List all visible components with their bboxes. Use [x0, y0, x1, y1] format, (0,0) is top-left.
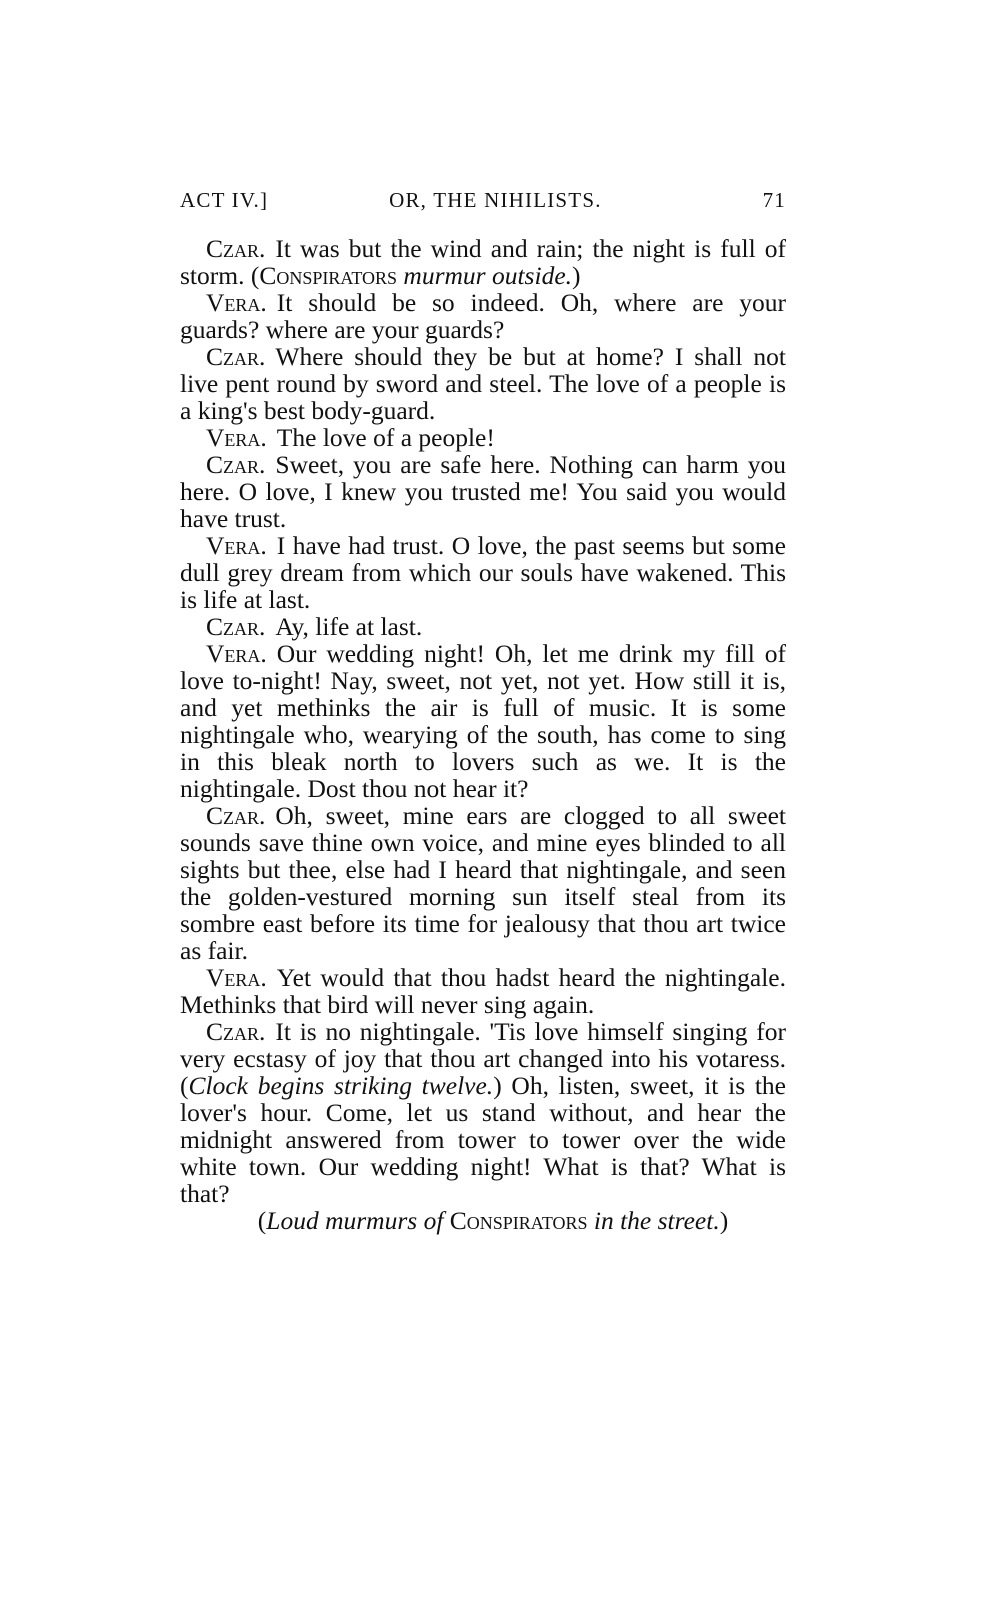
speaker-name: Czar. — [206, 1017, 266, 1046]
speech-vera-4 — [180, 640, 786, 802]
speaker-name: Czar. — [206, 450, 266, 479]
speech-text: ) Oh, listen, sweet, it is the lover's hour. Come, let us stand without, and hear the midnight answered from tower to tower over the wide white town. Our wedding night! What is that? What is that? — [180, 1071, 787, 1208]
speech-vera-2 — [180, 424, 786, 451]
speech-text: Where should they be but at home? I shall not live pent round by sword and steel. The love of a people is a king's best body-guard. — [180, 342, 786, 425]
stage-direction-name: Conspirators — [443, 1206, 594, 1235]
paren-close: ) — [719, 1206, 729, 1235]
speech-czar-5 — [180, 802, 786, 964]
header-act: ACT IV.] — [180, 188, 269, 212]
speech-vera-5 — [180, 964, 786, 1018]
speech-text: Our wedding night! Oh, let me drink my fill of love to-night! Nay, sweet, not yet, not yet. How still it is, and yet methinks the air is full of music. It is some nightingale who, wearying of the south, has come to sing in this bleak north to lovers such as we. It is the nightingale. Dost thou not hear it? — [180, 639, 786, 803]
page-number: 71 — [762, 188, 786, 212]
play-text — [180, 235, 786, 1234]
stage-direction: murmur outside. — [397, 261, 573, 290]
speaker-name: Vera. — [206, 639, 267, 668]
speech-czar-2 — [180, 343, 786, 424]
speaker-name: Vera. — [206, 288, 267, 317]
paren-open: ( — [257, 1206, 267, 1235]
speech-text: It is no nightingale. 'Tis love himself singing for very ecstasy of joy that thou art changed into his votaress. ( — [180, 1017, 786, 1100]
speech-text: ) — [572, 261, 581, 290]
speech-text: The love of a people! — [276, 423, 495, 452]
header-title: OR, THE NIHILISTS. — [389, 188, 602, 212]
speech-text: It should be so indeed. Oh, where are your guards? where are your guards? — [180, 288, 786, 344]
speech-text: It was but the wind and rain; the night is full of storm. ( — [180, 234, 786, 290]
speech-text: Yet would that thou hadst heard the nightingale. Methinks that bird will never sing again. — [180, 963, 786, 1019]
speech-czar-3 — [180, 451, 786, 532]
book-page — [180, 188, 786, 1234]
speaker-name: Vera. — [206, 423, 267, 452]
speech-czar-1 — [180, 235, 786, 289]
final-stage-direction — [180, 1207, 786, 1234]
speaker-name: Czar. — [206, 234, 266, 263]
speech-vera-3 — [180, 532, 786, 613]
speaker-name: Czar. — [206, 342, 266, 371]
speech-text: Oh, sweet, mine ears are clogged to all sweet sounds save thine own voice, and mine eyes blinded to all sights but thee, else had I heard that nightingale, and seen the golden-vestured morning sun itself steal from its sombre east before its time for jealousy that thou art twice as fair. — [180, 801, 786, 965]
speaker-name: Vera. — [206, 963, 267, 992]
stage-direction-name: Conspirators — [259, 261, 398, 290]
stage-direction: in the street. — [593, 1206, 720, 1235]
speech-czar-6 — [180, 1018, 786, 1207]
speaker-name: Czar. — [206, 612, 266, 641]
stage-direction: Clock begins striking twelve. — [188, 1071, 494, 1100]
speech-czar-4 — [180, 613, 786, 640]
speech-text: I have had trust. O love, the past seems but some dull grey dream from which our souls have wakened. This is life at last. — [180, 531, 786, 614]
speech-text: Ay, life at last. — [275, 612, 423, 641]
speaker-name: Vera. — [206, 531, 267, 560]
stage-direction: Loud murmurs of — [266, 1206, 444, 1235]
speaker-name: Czar. — [206, 801, 266, 830]
running-header — [180, 188, 786, 213]
speech-vera-1 — [180, 289, 786, 343]
speech-text: Sweet, you are safe here. Nothing can harm you here. O love, I knew you trusted me! You said you would have trust. — [180, 450, 786, 533]
